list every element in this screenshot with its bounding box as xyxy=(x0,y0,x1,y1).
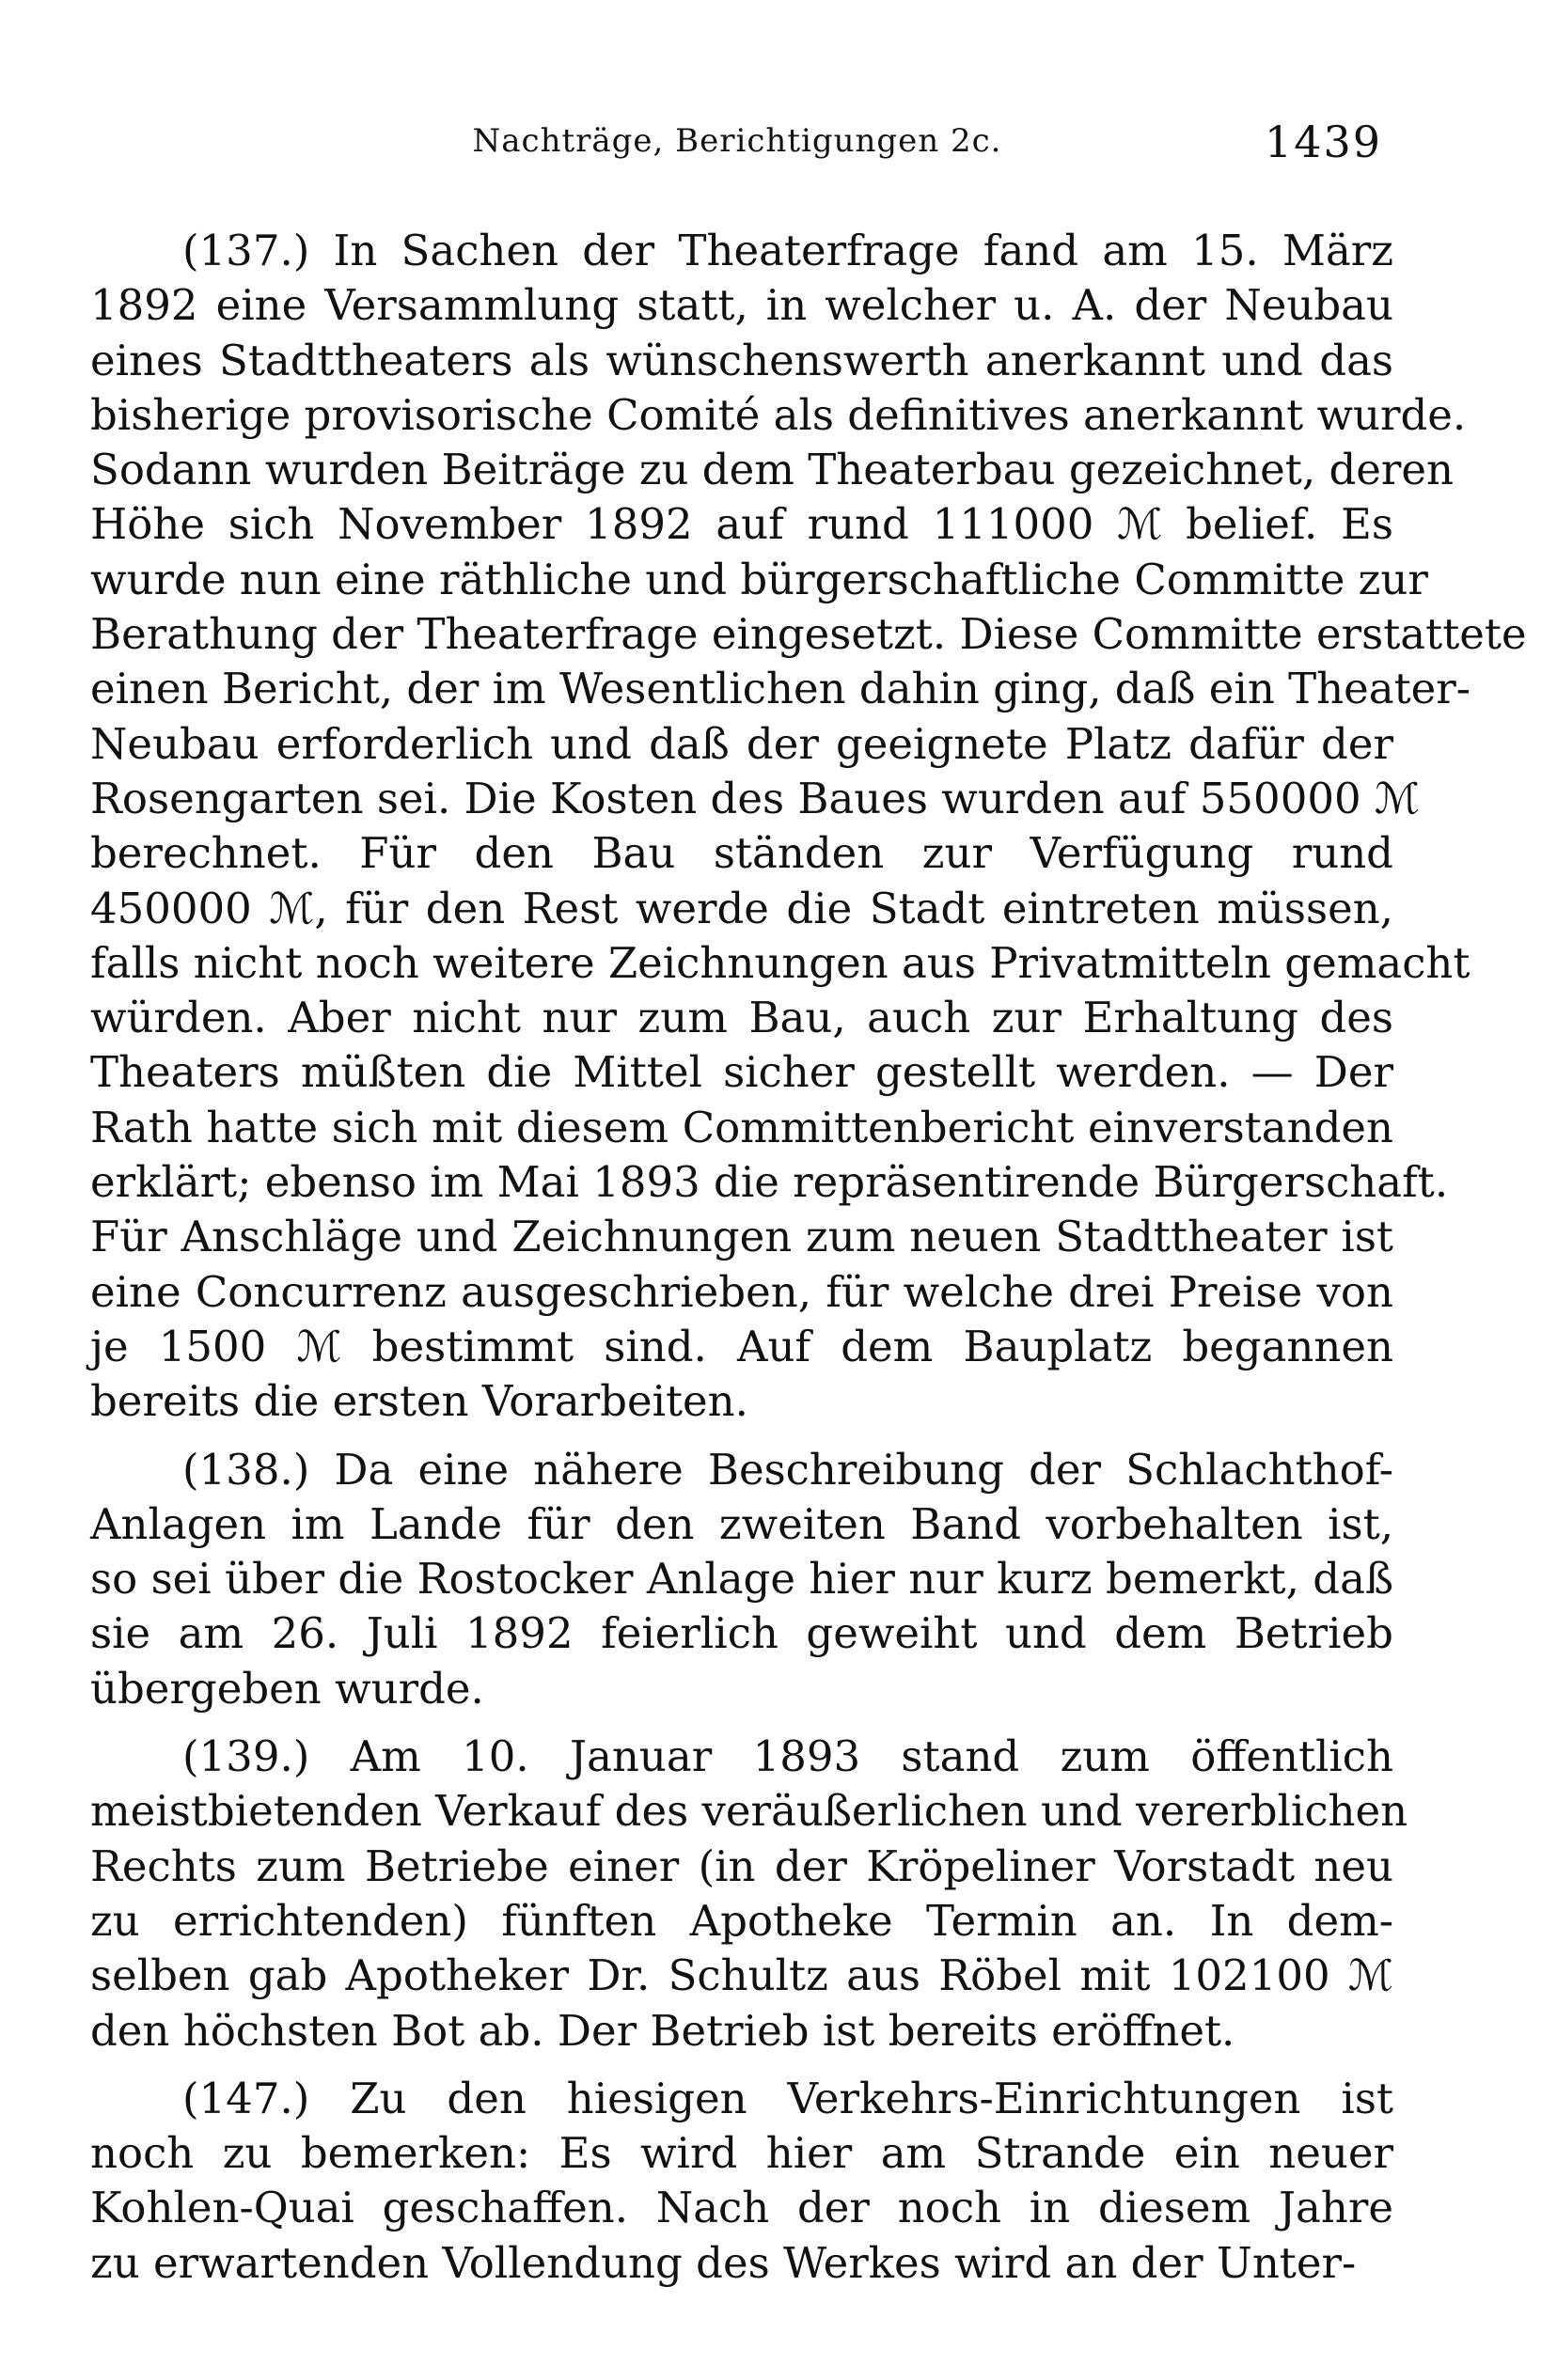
running-head: Nachträge, Berichtigungen 2c. xyxy=(472,122,1002,160)
paragraph xyxy=(90,1443,1393,1716)
text-line: Kohlen-Quai geschaffen. Nach der noch in diesem Jahre xyxy=(90,2183,1393,2233)
text-line: erklärt; ebenso im Mai 1893 die repräsentirende Bürgerschaft. xyxy=(90,1157,1449,1208)
text-line: Höhe sich November 1892 auf rund 111000 ℳ belief. Es xyxy=(90,499,1393,550)
text-line: meistbietenden Verkauf des veräußerlichen und vererblichen xyxy=(90,1786,1408,1837)
text-line: (138.) Da eine nähere Beschreibung der Schlachthof- xyxy=(182,1444,1393,1495)
text-line: 1892 eine Versammlung statt, in welcher u. A. der Neubau xyxy=(90,280,1393,331)
text-line: Für Anschläge und Zeichnungen zum neuen Stadttheater ist xyxy=(90,1212,1393,1262)
text-line: eines Stadttheaters als wünschenswerth anerkannt und das xyxy=(90,335,1393,385)
text-line: 450000 ℳ, für den Rest werde die Stadt eintreten müssen, xyxy=(90,883,1393,933)
text-line: zu errichtenden) fünften Apotheke Termin an. In dem- xyxy=(90,1895,1393,1946)
text-line: übergeben wurde. xyxy=(90,1663,484,1714)
text-line: Rath hatte sich mit diesem Committenbericht einverstanden xyxy=(90,1102,1393,1152)
paragraph xyxy=(90,224,1527,1430)
text-line: (139.) Am 10. Januar 1893 stand zum öffentlich xyxy=(182,1731,1393,1782)
text-line: Anlagen im Lande für den zweiten Band vorbehalten ist, xyxy=(90,1498,1393,1549)
text-line: selben gab Apotheker Dr. Schultz aus Röbel mit 102100 ℳ xyxy=(90,1950,1393,2001)
text-line: sie am 26. Juli 1892 feierlich geweiht und dem Betrieb xyxy=(90,1608,1393,1659)
paragraph xyxy=(90,1730,1408,2059)
text-line: bisherige provisorische Comité als definitives anerkannt wurde. xyxy=(90,389,1467,440)
text-line: den höchsten Bot ab. Der Betrieb ist bereits eröffnet. xyxy=(90,2005,1235,2056)
text-line: zu erwartenden Vollendung des Werkes wird an der Unter- xyxy=(90,2237,1357,2288)
text-line: Neubau erforderlich und daß der geeignete Platz dafür der xyxy=(90,718,1393,769)
text-line: würden. Aber nicht nur zum Bau, auch zur Erhaltung des xyxy=(90,993,1393,1043)
text-line: einen Bericht, der im Wesentlichen dahin ging, daß ein Theater- xyxy=(90,664,1470,714)
text-line: Rechts zum Betriebe einer (in der Kröpeliner Vorstadt neu xyxy=(90,1840,1393,1891)
page-header xyxy=(92,117,1382,179)
text-line: (137.) In Sachen der Theaterfrage fand am 15. März xyxy=(182,226,1393,275)
text-line: Sodann wurden Beiträge zu dem Theaterbau gezeichnet, deren xyxy=(90,445,1455,495)
text-line: falls nicht noch weitere Zeichnungen aus Privatmitteln gemacht xyxy=(90,937,1470,988)
page-body xyxy=(90,224,1527,2304)
text-line: bereits die ersten Vorarbeiten. xyxy=(90,1376,748,1427)
text-line: so sei über die Rostocker Anlage hier nur kurz bemerkt, daß xyxy=(90,1554,1393,1605)
text-line: noch zu bemerken: Es wird hier am Strande ein neuer xyxy=(90,2128,1393,2179)
text-line: Theaters müßten die Mittel sicher gestellt werden. — Der xyxy=(90,1047,1393,1098)
text-line: wurde nun eine räthliche und bürgerschaftliche Committe zur xyxy=(90,554,1428,604)
text-line: je 1500 ℳ bestimmt sind. Auf dem Bauplatz begannen xyxy=(90,1321,1393,1371)
paragraph xyxy=(90,2072,1393,2291)
text-line: (147.) Zu den hiesigen Verkehrs-Einrichtungen ist xyxy=(182,2073,1393,2123)
page-number: 1439 xyxy=(1264,117,1382,167)
text-line: berechnet. Für den Bau ständen zur Verfügung rund xyxy=(90,828,1393,879)
text-line: Rosengarten sei. Die Kosten des Baues wurden auf 550000 ℳ xyxy=(90,773,1421,823)
text-line: eine Concurrenz ausgeschrieben, für welche drei Preise von xyxy=(90,1266,1393,1317)
text-line: Berathung der Theaterfrage eingesetzt. Diese Committe erstattete xyxy=(90,609,1527,660)
